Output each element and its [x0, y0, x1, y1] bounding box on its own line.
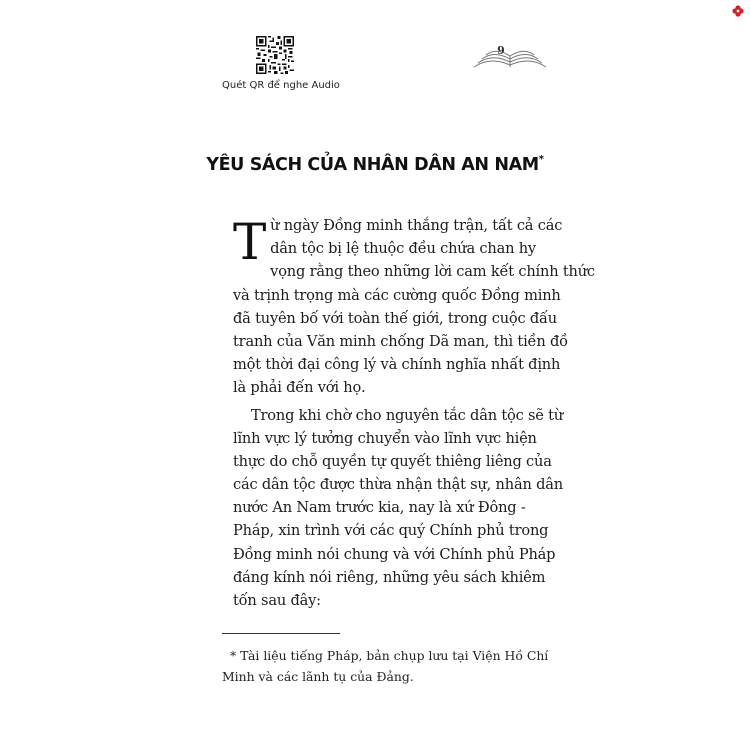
qr-caption: Quét QR để nghe Audio — [222, 80, 340, 91]
text-line: Trong khi chờ cho nguyên tắc dân tộc sẽ từ — [251, 406, 564, 424]
text-line: tốn sau đây: — [233, 592, 321, 609]
text-line: thực do chỗ quyền tự quyết thiêng liêng của — [233, 452, 552, 470]
open-book-icon — [472, 40, 548, 70]
page-number: 9 — [497, 44, 505, 57]
text-line: dân tộc bị lệ thuộc đều chứa chan hy — [270, 240, 536, 258]
text-line: vọng rằng theo những lời cam kết chính thức — [270, 263, 595, 281]
qr-code — [256, 36, 294, 74]
footnote — [222, 645, 549, 687]
footnote-divider — [222, 633, 340, 634]
paragraph-2 — [233, 404, 564, 613]
chapter-title-text: YÊU SÁCH CỦA NHÂN DÂN AN NAM — [206, 155, 539, 175]
flower-icon — [732, 5, 744, 17]
chapter-title — [0, 155, 750, 175]
text-line: là phải đến với họ. — [233, 379, 366, 397]
text-line: Đồng minh nói chung và với Chính phủ Pháp — [233, 545, 556, 563]
text-line: các dân tộc được thừa nhận thật sự, nhân dân — [233, 476, 563, 494]
text-line: ừ ngày Đồng minh thắng trận, tất cả các — [270, 217, 563, 234]
paragraph-1 — [233, 213, 595, 400]
text-line: đáng kính nói riêng, những yêu sách khiêm — [233, 568, 546, 586]
text-line: Pháp, xin trình với các quý Chính phủ trong — [233, 522, 549, 540]
text-line: và trịnh trọng mà các cường quốc Đồng minh — [233, 286, 561, 304]
footnote-line: * Tài liệu tiếng Pháp, bản chụp lưu tại Viện Hồ Chí — [230, 648, 549, 663]
text-line: lĩnh vực lý tưởng chuyển vào lĩnh vực hiện — [233, 429, 537, 447]
drop-cap: T — [233, 213, 267, 271]
text-line: đã tuyên bố với toàn thế giới, trong cuộc đấu — [233, 309, 557, 327]
text-line: nước An Nam trước kia, nay là xứ Đông - — [233, 499, 526, 517]
text-line: tranh của Văn minh chống Dã man, thì tiền đồ — [233, 332, 568, 350]
footnote-line: Minh và các lãnh tụ của Đảng. — [222, 669, 414, 684]
body-text — [233, 213, 595, 612]
footnote-marker: * — [538, 154, 544, 166]
text-line: một thời đại công lý và chính nghĩa nhất định — [233, 356, 561, 374]
